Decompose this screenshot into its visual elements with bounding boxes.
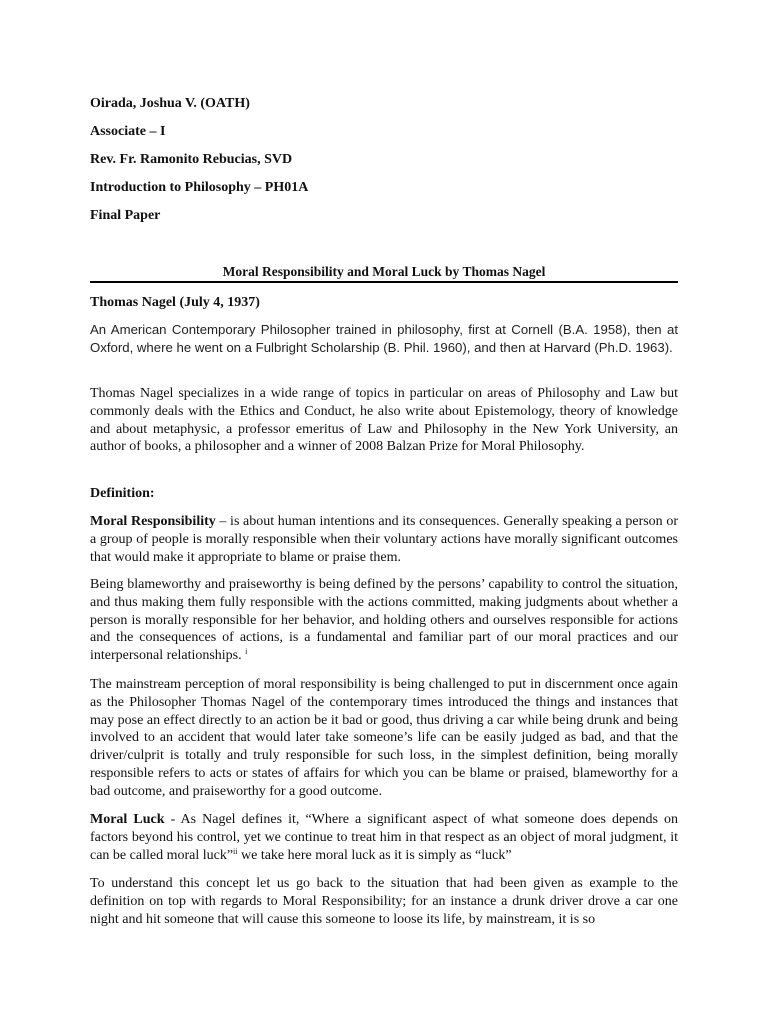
moral-luck-text-continued: we take here moral luck as it is simply as “luck” — [237, 847, 512, 863]
definition-heading: Definition: — [90, 486, 155, 501]
instructor-name: Rev. Fr. Ramonito Rebucias, SVD — [90, 152, 293, 167]
mainstream-paragraph: The mainstream perception of moral responsibility is being challenged to put in discernment once again as the Philosopher Thomas Nagel of the contemporary times introduced the things and instances that may pose an effect directly to an action be it bad or good, thus driving a car while being drunk and being involved to an accident that would later take someone’s life can be easily judged as bad, and that the driver/culprit is totally and truly responsible for such loss, in the simplest definition, being morally responsible refers to acts or states of affairs for which you can be blame or praised, blameworthy for a bad outcome, and praiseworthy for a good outcome. — [90, 677, 678, 799]
moral-luck-definition — [90, 811, 678, 864]
blameworthy-paragraph — [90, 576, 678, 665]
moral-responsibility-text: – is about human intentions and its consequences. Generally speaking a person or a group of people is morally responsible when their voluntary actions have morally significant outcomes that would make it appropriate to blame or praise them. — [90, 514, 678, 565]
blameworthy-text: Being blameworthy and praiseworthy is being defined by the persons’ capability to control the situation, and thus making them fully responsible with the actions committed, making judgments about whether a person is morally responsible for her behavior, and holding others and ourselves responsible for actions and the consequences of actions, is a fundamental and familiar part of our moral practices and our interpersonal relationships. — [90, 577, 678, 664]
paper-type: Final Paper — [90, 208, 161, 223]
moral-luck-text: - As Nagel defines it, “Where a significant aspect of what someone does depends on factors beyond his control, yet we continue to treat him in that respect as an object of moral judgment, it can be called moral luck” — [90, 812, 678, 863]
paper-title: Moral Responsibility and Moral Luck by Thomas Nagel — [222, 264, 546, 279]
understanding-paragraph: To understand this concept let us go back to the situation that had been given as example to the definition on top with regards to Moral Responsibility; for an instance a drunk driver drove a car one night and hit someone that will cause this someone to loose its life, by mainstream, it is so — [90, 876, 678, 927]
title-divider — [90, 281, 678, 283]
course-name: Introduction to Philosophy – PH01A — [90, 180, 309, 195]
author-level: Associate – I — [90, 124, 166, 139]
moral-luck-term: Moral Luck — [90, 812, 165, 827]
bio-heading: Thomas Nagel (July 4, 1937) — [90, 295, 260, 310]
author-name: Oirada, Joshua V. (OATH) — [90, 96, 250, 111]
moral-responsibility-definition — [90, 513, 678, 566]
endnote-marker-i: i — [245, 647, 248, 657]
bio-paragraph-1: An American Contemporary Philosopher trained in philosophy, first at Cornell (B.A. 1958), then at Oxford, where he went on a Fulbright Scholarship (B. Phil. 1960), and then at Harvard (Ph.D. 1963). — [90, 322, 678, 355]
moral-responsibility-term: Moral Responsibility — [90, 514, 216, 529]
endnote-marker-ii: ii — [233, 846, 238, 856]
bio-paragraph-2: Thomas Nagel specializes in a wide range of topics in particular on areas of Philosophy and Law but commonly deals with the Ethics and Conduct, he also write about Epistemology, theory of knowledge and about metaphysic, a professor emeritus of Law and Philosophy in the New York University, an author of books, a philosopher and a winner of 2008 Balzan Prize for Moral Philosophy. — [90, 386, 678, 455]
